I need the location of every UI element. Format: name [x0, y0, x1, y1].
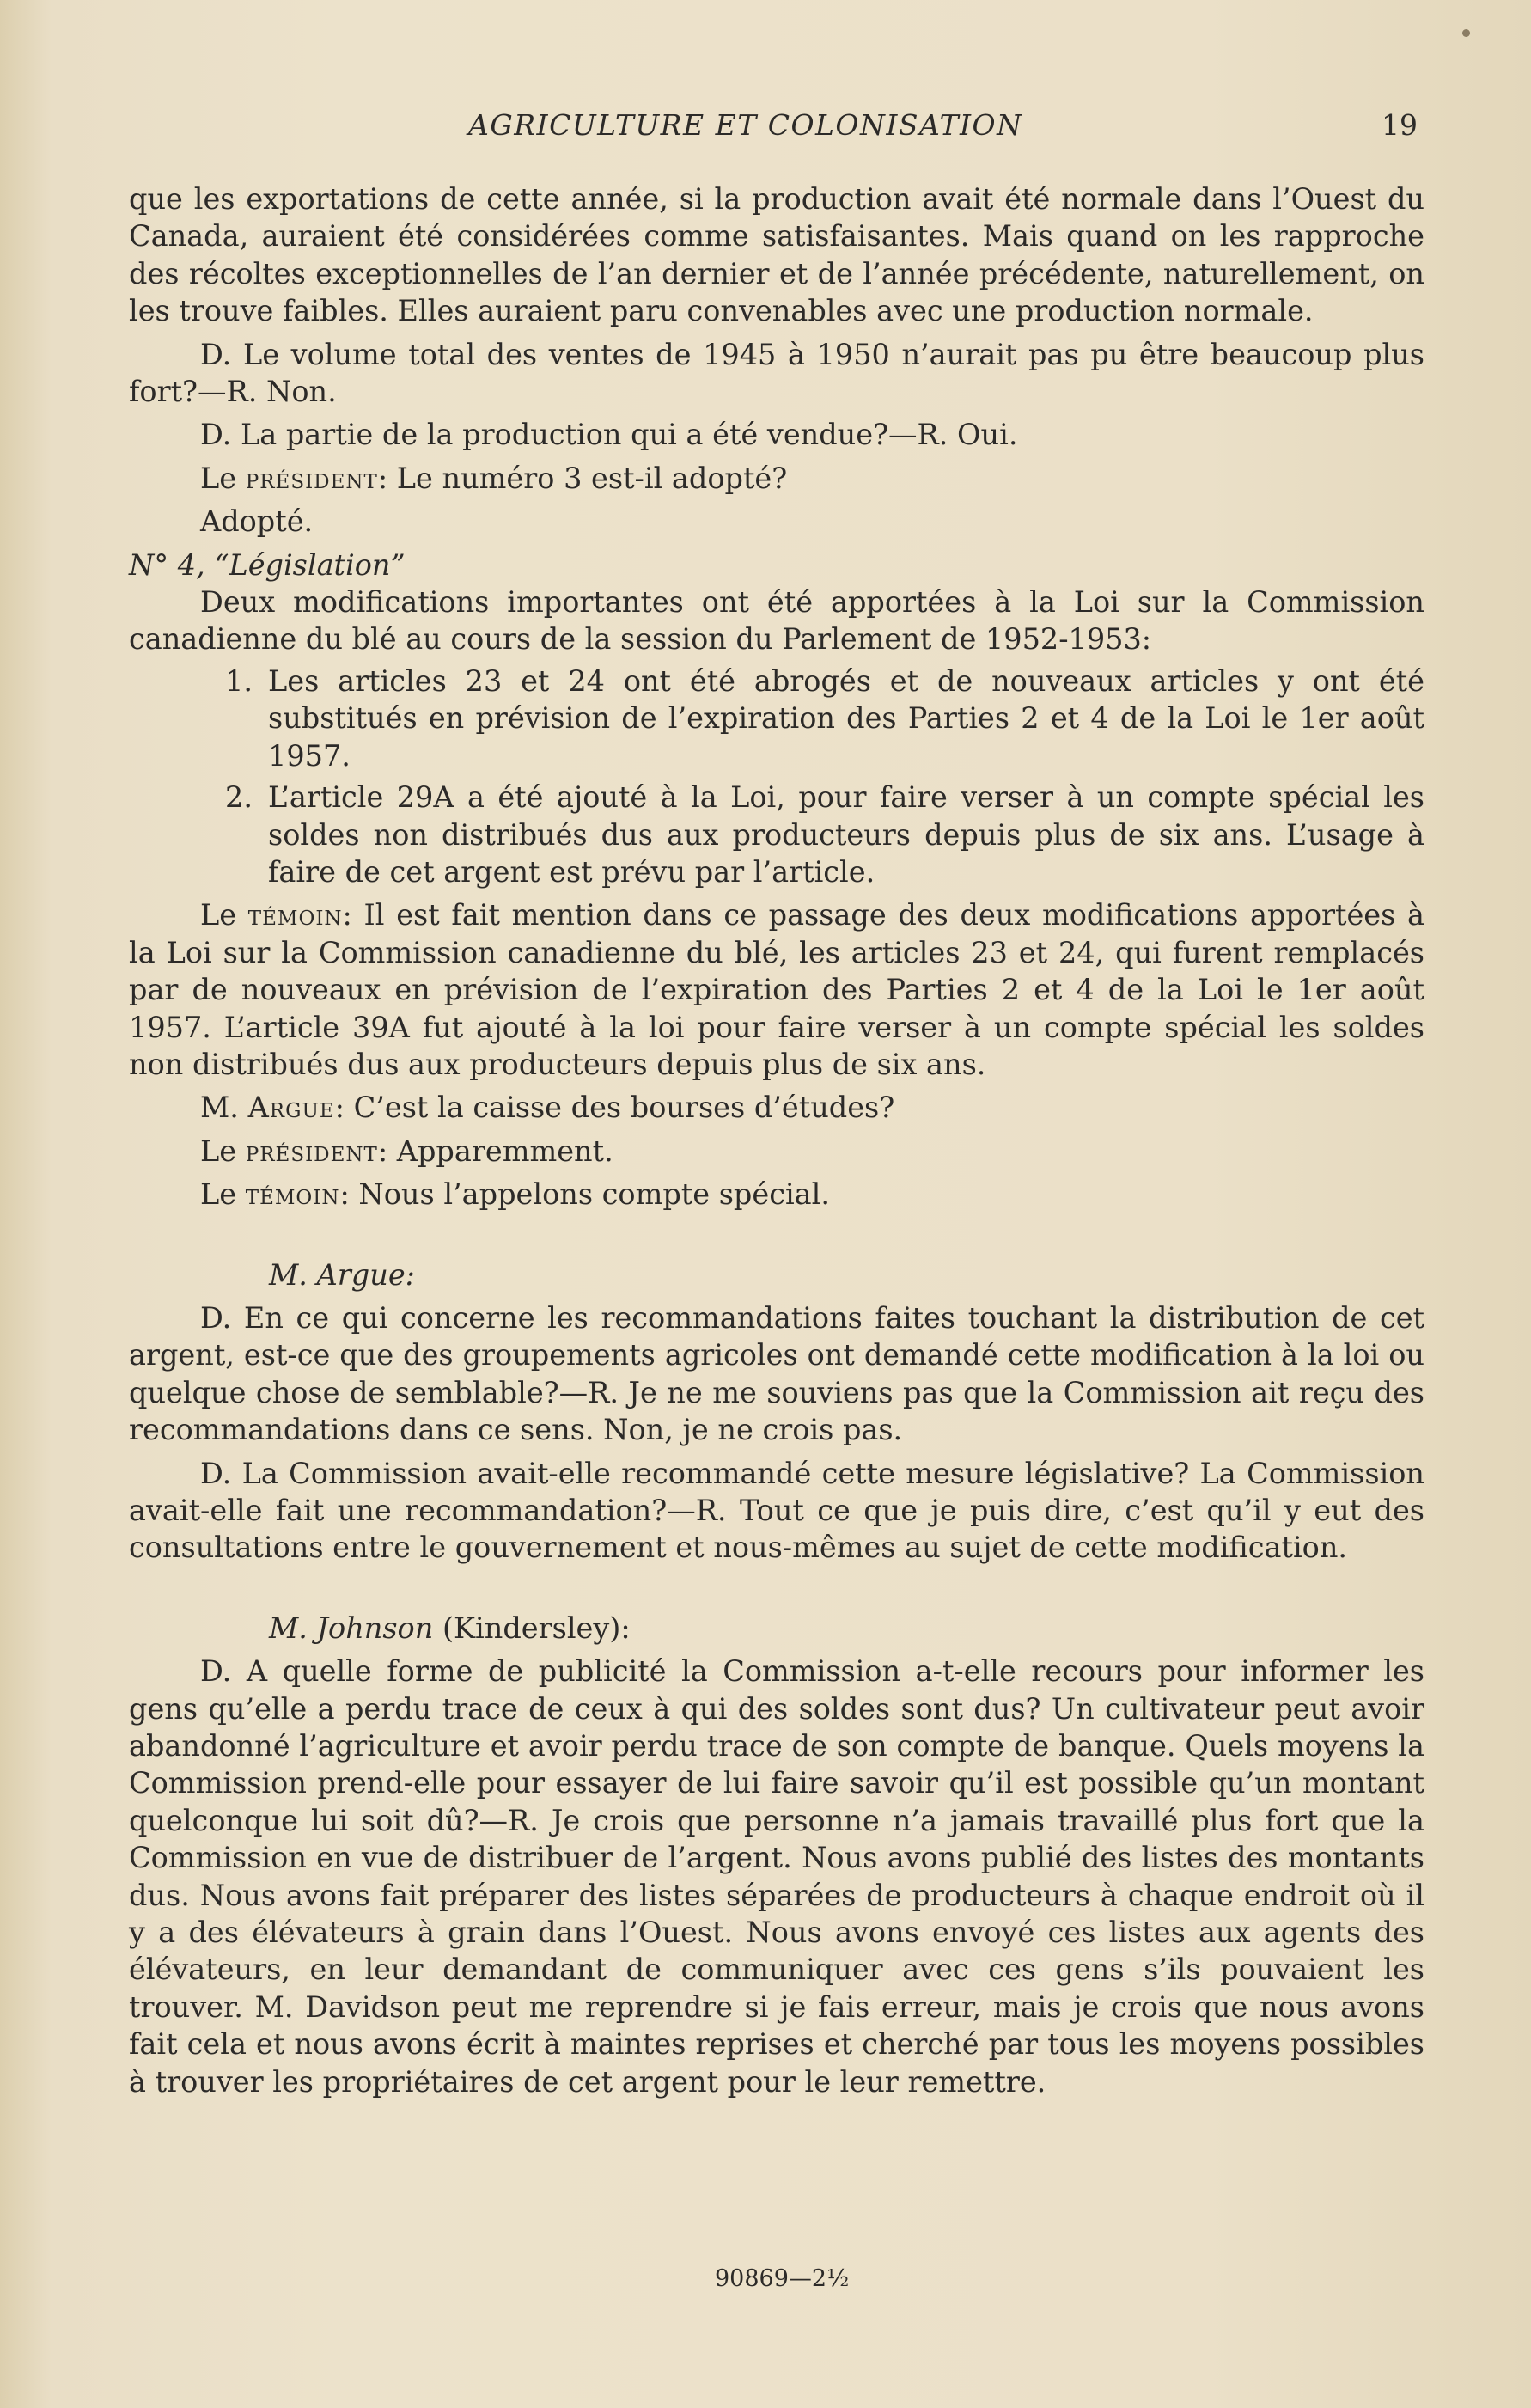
- paragraph: que les exportations de cette année, si la production avait été normale dans l’Ouest du Canada, auraient été considérées comme satisfaisantes. Mais quand on les rapproche des récoltes exceptionnelles de l’an dernier et de l’année précédente, naturellement, on les trouve faibles. Elles auraient paru convenables avec une production normale.: [129, 182, 1424, 328]
- speaker-prefix: Le: [200, 898, 237, 932]
- list-item-number: 2.: [225, 780, 253, 815]
- list-item-text: Les articles 23 et 24 ont été abrogés et de nouveaux articles y ont été substitués en prévision de l’expiration des Parties 2 et 4 de la Loi le 1er août 1957.: [268, 663, 1424, 773]
- speaker-role: Argue: [247, 1091, 335, 1125]
- speaker-role: témoin: [245, 1177, 340, 1212]
- speaker-line: [129, 896, 1424, 1083]
- examiner-name: M. Johnson: [269, 1610, 434, 1645]
- section-heading: N° 4, “Législation”: [129, 547, 406, 582]
- speaker-line: [129, 1089, 1424, 1126]
- paragraph: D. La Commission avait-elle recommandé cette mesure législative? La Commission avait-elle fait une recommandation?—R. Tout ce que je puis dire, c’est qu’il y eut des consultations entre le gouvernement et nous-mêmes au sujet de cette modification.: [129, 1456, 1424, 1565]
- speaker-prefix: Le: [200, 1134, 237, 1168]
- examiner-heading: [129, 1610, 1424, 1647]
- page-body: [129, 180, 1424, 2100]
- speaker-prefix: M.: [200, 1091, 239, 1125]
- speech-text: : Nous l’appelons compte spécial.: [339, 1177, 831, 1212]
- paragraph: D. A quelle forme de publicité la Commission a-t-elle recours pour informer les gens qu’elle a perdu trace de ceux à qui des soldes sont dus? Un cultivateur peut avoir abandonné l’agriculture et avoir perdu trace de son compte de banque. Quels moyens la Commission prend-elle pour essayer de lui faire savoir qu’il est possible qu’un montant quelconque lui soit dû?—R. Je crois que personne n’a jamais travaillé plus fort que la Commission en vue de distribuer de l’argent. Nous avons publié des listes des montants dus. Nous avons fait préparer des listes séparées de producteurs à chaque endroit où il y a des élévateurs à grain dans l’Ouest. Nous avons envoyé ces listes aux agents des élévateurs, en leur demandant de communiquer avec ces gens s’ils pouvaient les trouver. M. Davidson peut me reprendre si je fais erreur, mais je crois que nous avons fait cela et nous avons écrit à maintes reprises et cherché par tous les moyens possibles à trouver les propriétaires de cet argent pour le leur remettre.: [129, 1654, 1424, 2099]
- running-title: AGRICULTURE ET COLONISATION: [468, 108, 1023, 142]
- paragraph: D. La partie de la production qui a été vendue?—R. Oui.: [200, 418, 1018, 452]
- list-item: [129, 663, 1424, 774]
- speaker-role: président: [245, 461, 378, 495]
- speech-text: : C’est la caisse des bourses d’études?: [334, 1091, 895, 1125]
- signature-reference: 90869—2½: [715, 2265, 850, 2292]
- ink-spot: [1462, 29, 1470, 37]
- adopted-line: Adopté.: [200, 504, 314, 539]
- speaker-line: [129, 1176, 1424, 1213]
- speaker-prefix: Le: [200, 461, 237, 495]
- paragraph: D. Le volume total des ventes de 1945 à 1950 n’aurait pas pu être beaucoup plus fort?—R. Non.: [129, 337, 1424, 409]
- speaker-line: [129, 1133, 1424, 1170]
- list-item: [129, 779, 1424, 890]
- speech-text: : Apparemment.: [377, 1134, 613, 1168]
- page-number: 19: [1382, 108, 1418, 142]
- speech-text: : Le numéro 3 est-il adopté?: [377, 461, 788, 495]
- examiner-riding: (Kindersley):: [442, 1610, 631, 1645]
- speaker-prefix: Le: [200, 1177, 237, 1212]
- speech-text: : Il est fait mention dans ce passage des deux modifications apportées à la Loi sur la Commission canadienne du blé, les articles 23 et 24, qui furent remplacés par de nouveaux en prévision de l’expiration des Parties 2 et 4 de la Loi le 1er août 1957. L’article 39A fut ajouté à la loi pour faire verser à un compte spécial les soldes non distribués dus aux producteurs depuis plus de six ans.: [129, 898, 1425, 1081]
- examiner-heading: M. Argue:: [269, 1257, 415, 1292]
- speaker-line: [129, 460, 1424, 497]
- list-item-text: L’article 29A a été ajouté à la Loi, pour faire verser à un compte spécial les soldes non distribués dus aux producteurs depuis plus de six ans. L’usage à faire de cet argent est prévu par l’article.: [268, 780, 1424, 889]
- paragraph: D. En ce qui concerne les recommandations faites touchant la distribution de cet argent, est-ce que des groupements agricoles ont demandé cette modification à la loi ou quelque chose de semblable?—R. Je ne me souviens pas que la Commission ait reçu des recommandations dans ce sens. Non, je ne crois pas.: [129, 1300, 1424, 1447]
- page-header: [0, 108, 1531, 151]
- speaker-role: témoin: [247, 898, 343, 932]
- speaker-role: président: [245, 1134, 378, 1168]
- section-intro: Deux modifications importantes ont été apportées à la Loi sur la Commission canadienne du blé au cours de la session du Parlement de 1952-1953:: [129, 585, 1424, 657]
- list-item-number: 1.: [225, 663, 253, 698]
